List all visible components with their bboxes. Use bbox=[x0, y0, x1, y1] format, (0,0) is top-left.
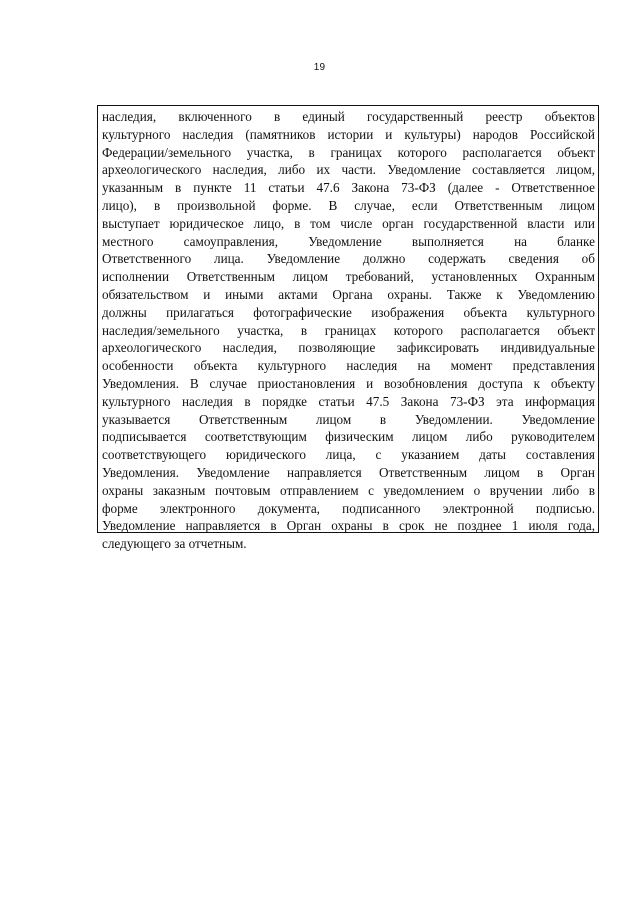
text-line: культурного наследия в порядке статьи 47.5 Закона 73-ФЗ эта информация bbox=[102, 393, 595, 409]
text-line: культурного наследия (памятников истории и культуры) народов Российской bbox=[102, 126, 595, 142]
text-line: указывается Ответственным лицом в Уведомлении. Уведомление bbox=[102, 411, 595, 427]
text-line: археологического наследия, позволяющие зафиксировать индивидуальные bbox=[102, 340, 595, 356]
text-line: наследия, включенного в единый государственный реестр объектов bbox=[102, 109, 595, 124]
text-line-last: следующего за отчетным. bbox=[102, 536, 247, 552]
text-line: местного самоуправления, Уведомление выполняется на бланке bbox=[102, 233, 595, 249]
page-number: 19 bbox=[313, 62, 326, 73]
text-line: указанным в пункте 11 статьи 47.6 Закона 73-ФЗ (далее - Ответственное bbox=[102, 180, 595, 196]
text-line: охраны заказным почтовым отправлением с уведомлением о вручении либо в bbox=[102, 482, 595, 498]
text-line: особенности объекта культурного наследия на момент представления bbox=[102, 358, 595, 374]
text-line: Федерации/земельного участка, в границах которого располагается объект bbox=[102, 144, 595, 160]
text-line: лицо), в произвольной форме. В случае, если Ответственным лицом bbox=[102, 197, 595, 213]
text-line: Ответственного лица. Уведомление должно содержать сведения об bbox=[102, 251, 595, 267]
text-line: соответствующего юридического лица, с указанием даты составления bbox=[102, 447, 595, 463]
text-line: Уведомления. В случае приостановления и возобновления доступа к объекту bbox=[102, 375, 595, 391]
text-line: форме электронного документа, подписанного электронной подписью. bbox=[102, 500, 595, 516]
text-line: наследия/земельного участка, в границах которого располагается объект bbox=[102, 322, 595, 338]
text-line: должны прилагаться фотографические изображения объекта культурного bbox=[102, 304, 595, 320]
text-line: археологического наследия, либо их части. Уведомление составляется лицом, bbox=[102, 162, 595, 178]
text-line: подписывается соответствующим физическим лицом либо руководителем bbox=[102, 429, 595, 445]
text-line: Уведомления. Уведомление направляется Ответственным лицом в Орган bbox=[102, 464, 595, 480]
bordered-text-box bbox=[97, 105, 599, 552]
text-line: обязательством и иными актами Органа охраны. Также к Уведомлению bbox=[102, 286, 595, 302]
text-line: выступает юридическое лицо, в том числе орган государственной власти или bbox=[102, 215, 595, 231]
text-line: Уведомление направляется в Орган охраны в срок не позднее 1 июля года, bbox=[102, 518, 595, 534]
text-line: исполнении Ответственным лицом требований, установленных Охранным bbox=[102, 269, 595, 285]
